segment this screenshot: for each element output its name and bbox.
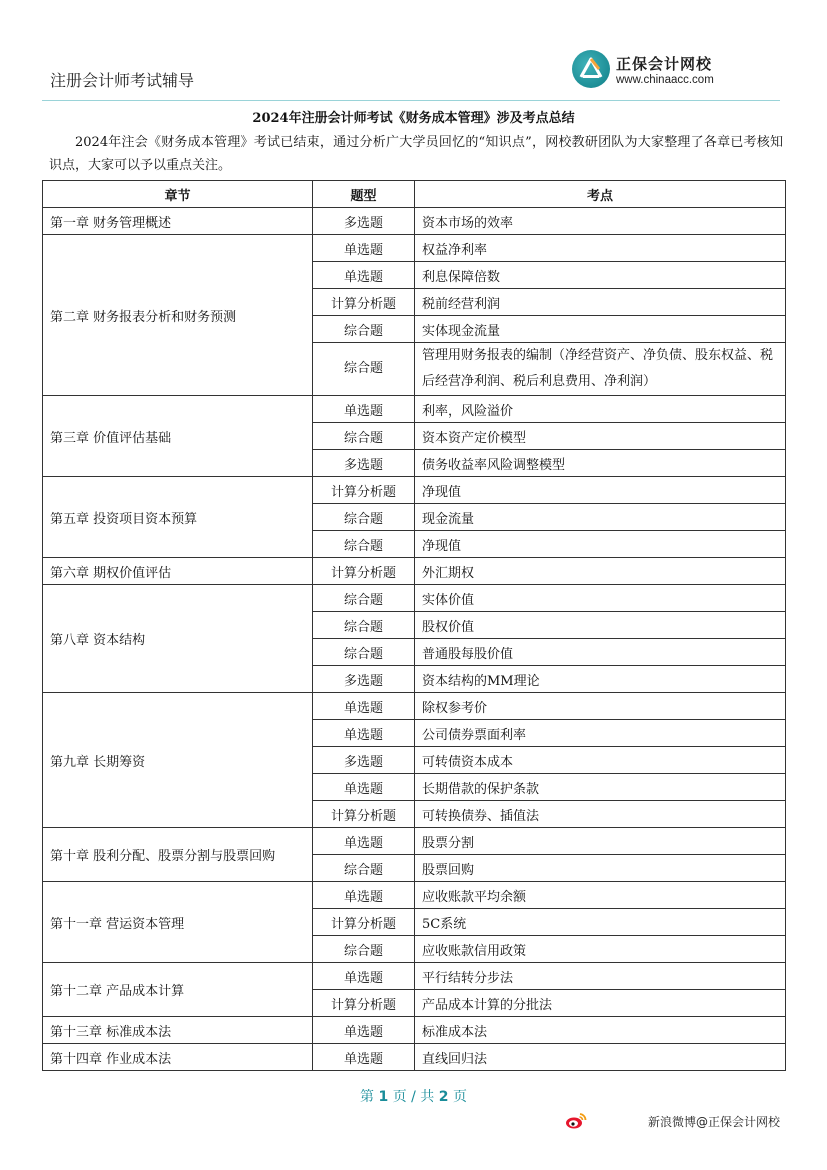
chapter-cell: 第二章 财务报表分析和财务预测 xyxy=(43,235,313,396)
type-cell: 综合题 xyxy=(313,423,415,450)
type-cell: 计算分析题 xyxy=(313,909,415,936)
type-cell: 计算分析题 xyxy=(313,289,415,316)
type-cell: 单选题 xyxy=(313,396,415,423)
table-row xyxy=(43,882,786,909)
point-cell: 资本资产定价模型 xyxy=(415,423,786,450)
point-cell: 现金流量 xyxy=(415,504,786,531)
chapter-cell: 第十二章 产品成本计算 xyxy=(43,963,313,1017)
type-cell: 综合题 xyxy=(313,585,415,612)
chapter-cell: 第三章 价值评估基础 xyxy=(43,396,313,477)
type-cell: 多选题 xyxy=(313,666,415,693)
header-title: 注册会计师考试辅导 xyxy=(50,71,195,90)
table-row xyxy=(43,1044,786,1071)
point-cell: 普通股每股价值 xyxy=(415,639,786,666)
point-cell: 权益净利率 xyxy=(415,235,786,262)
point-cell: 平行结转分步法 xyxy=(415,963,786,990)
intro-paragraph: 2024年注会《财务成本管理》考试已结束，通过分析广大学员回忆的“知识点”，网校教研团队为大家整理了各章已考核知识点，大家可以予以重点关注。 xyxy=(49,135,783,173)
type-cell: 综合题 xyxy=(313,855,415,882)
point-cell: 应收账款平均余额 xyxy=(415,882,786,909)
point-cell: 利率，风险溢价 xyxy=(415,396,786,423)
point-cell: 股票分割 xyxy=(415,828,786,855)
type-cell: 综合题 xyxy=(313,531,415,558)
logo-name: 正保会计网校 xyxy=(616,55,713,73)
point-cell: 税前经营利润 xyxy=(415,289,786,316)
type-cell: 单选题 xyxy=(313,235,415,262)
point-cell: 5C系统 xyxy=(415,909,786,936)
table-row xyxy=(43,828,786,855)
point-cell: 净现值 xyxy=(415,477,786,504)
point-cell: 股权价值 xyxy=(415,612,786,639)
chapter-cell: 第一章 财务管理概述 xyxy=(43,208,313,235)
brand-logo[interactable] xyxy=(572,50,752,94)
point-cell: 可转债资本成本 xyxy=(415,747,786,774)
type-cell: 单选题 xyxy=(313,1017,415,1044)
header-point: 考点 xyxy=(415,181,786,208)
point-cell: 管理用财务报表的编制（净经营资产、净负债、股东权益、税后经营净利润、税后利息费用、净利润） xyxy=(415,343,786,396)
table-row xyxy=(43,208,786,235)
table-row xyxy=(43,477,786,504)
type-cell: 综合题 xyxy=(313,936,415,963)
chapter-cell: 第十三章 标准成本法 xyxy=(43,1017,313,1044)
chinaacc-logo-icon xyxy=(572,50,610,88)
point-cell: 资本市场的效率 xyxy=(415,208,786,235)
page-total: 2 xyxy=(438,1089,449,1105)
page-indicator xyxy=(0,1086,827,1106)
weibo-icon[interactable] xyxy=(565,1112,587,1130)
point-cell: 净现值 xyxy=(415,531,786,558)
type-cell: 多选题 xyxy=(313,450,415,477)
chapter-cell: 第五章 投资项目资本预算 xyxy=(43,477,313,558)
header-divider xyxy=(42,100,780,101)
type-cell: 多选题 xyxy=(313,747,415,774)
type-cell: 单选题 xyxy=(313,262,415,289)
page-label-suffix: 页 xyxy=(452,1089,467,1105)
table-header-row xyxy=(43,181,786,208)
point-cell: 标准成本法 xyxy=(415,1017,786,1044)
type-cell: 计算分析题 xyxy=(313,558,415,585)
type-cell: 综合题 xyxy=(313,316,415,343)
type-cell: 多选题 xyxy=(313,208,415,235)
chapter-cell: 第九章 长期筹资 xyxy=(43,693,313,828)
type-cell: 单选题 xyxy=(313,693,415,720)
table-row xyxy=(43,1017,786,1044)
table-row xyxy=(43,396,786,423)
point-cell: 资本结构的MM理论 xyxy=(415,666,786,693)
point-cell: 股票回购 xyxy=(415,855,786,882)
table-row xyxy=(43,558,786,585)
chapter-cell: 第十一章 营运资本管理 xyxy=(43,882,313,963)
type-cell: 综合题 xyxy=(313,612,415,639)
type-cell: 单选题 xyxy=(313,1044,415,1071)
page-current: 1 xyxy=(378,1089,389,1105)
point-cell: 利息保障倍数 xyxy=(415,262,786,289)
point-cell: 除权参考价 xyxy=(415,693,786,720)
point-cell: 实体现金流量 xyxy=(415,316,786,343)
chapter-cell: 第十四章 作业成本法 xyxy=(43,1044,313,1071)
point-cell: 公司债券票面利率 xyxy=(415,720,786,747)
point-cell: 实体价值 xyxy=(415,585,786,612)
type-cell: 计算分析题 xyxy=(313,801,415,828)
point-cell: 应收账款信用政策 xyxy=(415,936,786,963)
chapter-cell: 第八章 资本结构 xyxy=(43,585,313,693)
type-cell: 综合题 xyxy=(313,504,415,531)
type-cell: 计算分析题 xyxy=(313,477,415,504)
chapter-cell: 第六章 期权价值评估 xyxy=(43,558,313,585)
point-cell: 外汇期权 xyxy=(415,558,786,585)
type-cell: 综合题 xyxy=(313,343,415,396)
page-label-middle: 页 / 共 xyxy=(392,1089,435,1105)
point-cell: 直线回归法 xyxy=(415,1044,786,1071)
type-cell: 单选题 xyxy=(313,720,415,747)
type-cell: 综合题 xyxy=(313,639,415,666)
type-cell: 单选题 xyxy=(313,774,415,801)
document-title: 2024年注册会计师考试《财务成本管理》涉及考点总结 xyxy=(252,111,575,126)
point-cell: 产品成本计算的分批法 xyxy=(415,990,786,1017)
page-label-prefix: 第 xyxy=(360,1089,375,1105)
point-cell: 债务收益率风险调整模型 xyxy=(415,450,786,477)
exam-points-table xyxy=(42,180,786,1071)
header-chapter: 章节 xyxy=(43,181,313,208)
table-row xyxy=(43,585,786,612)
point-cell: 可转换债券、插值法 xyxy=(415,801,786,828)
type-cell: 单选题 xyxy=(313,882,415,909)
type-cell: 单选题 xyxy=(313,828,415,855)
weibo-handle: 新浪微博@正保会计网校 xyxy=(648,1115,781,1129)
type-cell: 单选题 xyxy=(313,963,415,990)
logo-url: www.chinaacc.com xyxy=(616,74,714,86)
table-row xyxy=(43,963,786,990)
table-row xyxy=(43,235,786,262)
chapter-cell: 第十章 股利分配、股票分割与股票回购 xyxy=(43,828,313,882)
point-cell: 长期借款的保护条款 xyxy=(415,774,786,801)
type-cell: 计算分析题 xyxy=(313,990,415,1017)
table-row xyxy=(43,693,786,720)
header-type: 题型 xyxy=(313,181,415,208)
